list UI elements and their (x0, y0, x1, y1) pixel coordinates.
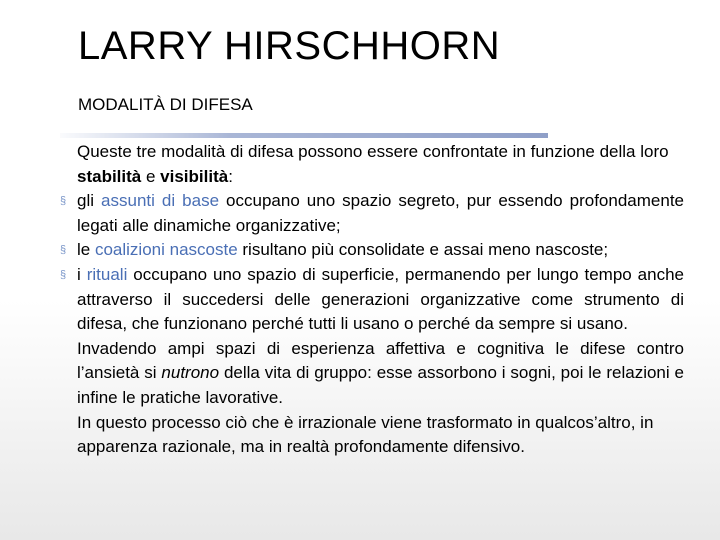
bullet-icon: § (60, 195, 67, 208)
bullet-icon: § (60, 268, 67, 281)
title-divider (60, 133, 548, 138)
slide-title: LARRY HIRSCHHORN (78, 24, 501, 68)
bullet-highlight: assunti di base (101, 191, 220, 211)
para2-pre: Invadendo ampi spazi di esperienza affettiva e cognitiva le difese contro l’ansietà si (77, 338, 684, 383)
para2-post: della vita di gruppo: esse assorbono i sogni, poi le relazioni e infine le pratiche lavorative. (77, 363, 684, 407)
bullet-post: occupano uno spazio segreto, pur essendo profondamente legati alle dinamiche organizzative; (77, 191, 684, 235)
bullet-highlight: coalizioni nascoste (94, 240, 238, 260)
bullet-pre: gli (77, 191, 102, 211)
bullet-item (60, 238, 684, 263)
slide-subtitle: MODALITÀ DI DIFESA (78, 95, 253, 114)
intro-paragraph (60, 140, 684, 189)
intro-stability: stabilità (77, 166, 142, 186)
bullet-highlight: rituali (86, 264, 128, 284)
bullet-item (60, 189, 684, 238)
bullet-item (60, 263, 684, 337)
intro-end: : (228, 166, 233, 186)
bullet-pre: i (77, 264, 87, 284)
intro-lead: Queste tre modalità di difesa possono essere confrontate in funzione della loro (77, 142, 669, 161)
intro-visibility: visibilità (160, 166, 229, 186)
conclusion-paragraph: In questo processo ciò che è irrazionale viene trasformato in qualcos’altro, in apparenza razionale, ma in realtà profondamente difensivo. (77, 412, 654, 457)
para2-italic: nutrono (161, 363, 220, 383)
bullet-post: risultano più consolidate e assai meno nascoste; (237, 240, 609, 260)
bullet-post: occupano uno spazio di superficie, permanendo per lungo tempo anche attraverso il succedersi delle generazioni organizzative come strumento di difesa, che funzionano perché tutti li usano o perché da sempre si usano. (77, 264, 684, 334)
bullet-icon: § (60, 244, 67, 257)
slide-body (60, 140, 684, 460)
bullet-pre: le (77, 240, 95, 260)
defense-paragraph (60, 337, 684, 411)
intro-mid: e (141, 166, 161, 186)
